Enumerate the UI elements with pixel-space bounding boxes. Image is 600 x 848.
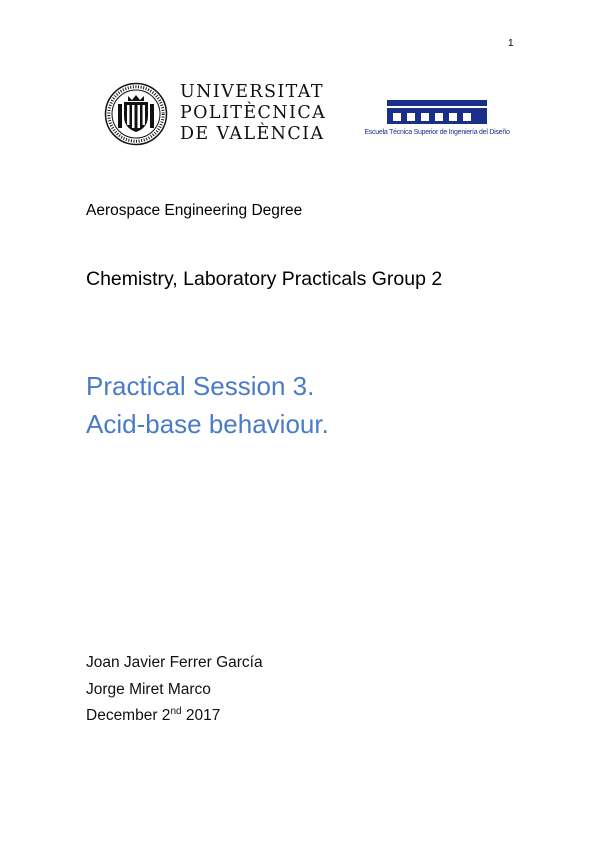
date-year: 2017	[181, 707, 221, 724]
etsid-caption: Escuela Técnica Superior de Ingeniería del Diseño	[364, 129, 510, 136]
session-title-line1: Practical Session 3.	[86, 371, 315, 401]
session-title	[86, 367, 329, 443]
etsid-building-icon	[387, 100, 487, 124]
page-number: 1	[508, 38, 514, 49]
degree-title: Aerospace Engineering Degree	[86, 202, 303, 219]
upv-name-line1: UNIVERSITAT	[180, 82, 324, 102]
upv-name-line2: POLITÈCNICA	[180, 103, 327, 123]
course-title: Chemistry, Laboratory Practicals Group 2	[86, 268, 443, 290]
date-prefix: December 2	[86, 707, 171, 724]
author-2: Jorge Miret Marco	[86, 680, 211, 698]
report-date	[86, 703, 263, 730]
session-title-line2: Acid-base behaviour.	[86, 409, 329, 439]
etsid-logo	[362, 100, 512, 145]
upv-name-line3: DE VALÈNCIA	[180, 124, 325, 144]
authors-block	[86, 650, 263, 730]
date-ordinal: nd	[170, 705, 182, 717]
university-seal-icon	[104, 82, 168, 146]
upv-logo	[104, 80, 327, 150]
author-1: Joan Javier Ferrer García	[86, 654, 263, 671]
